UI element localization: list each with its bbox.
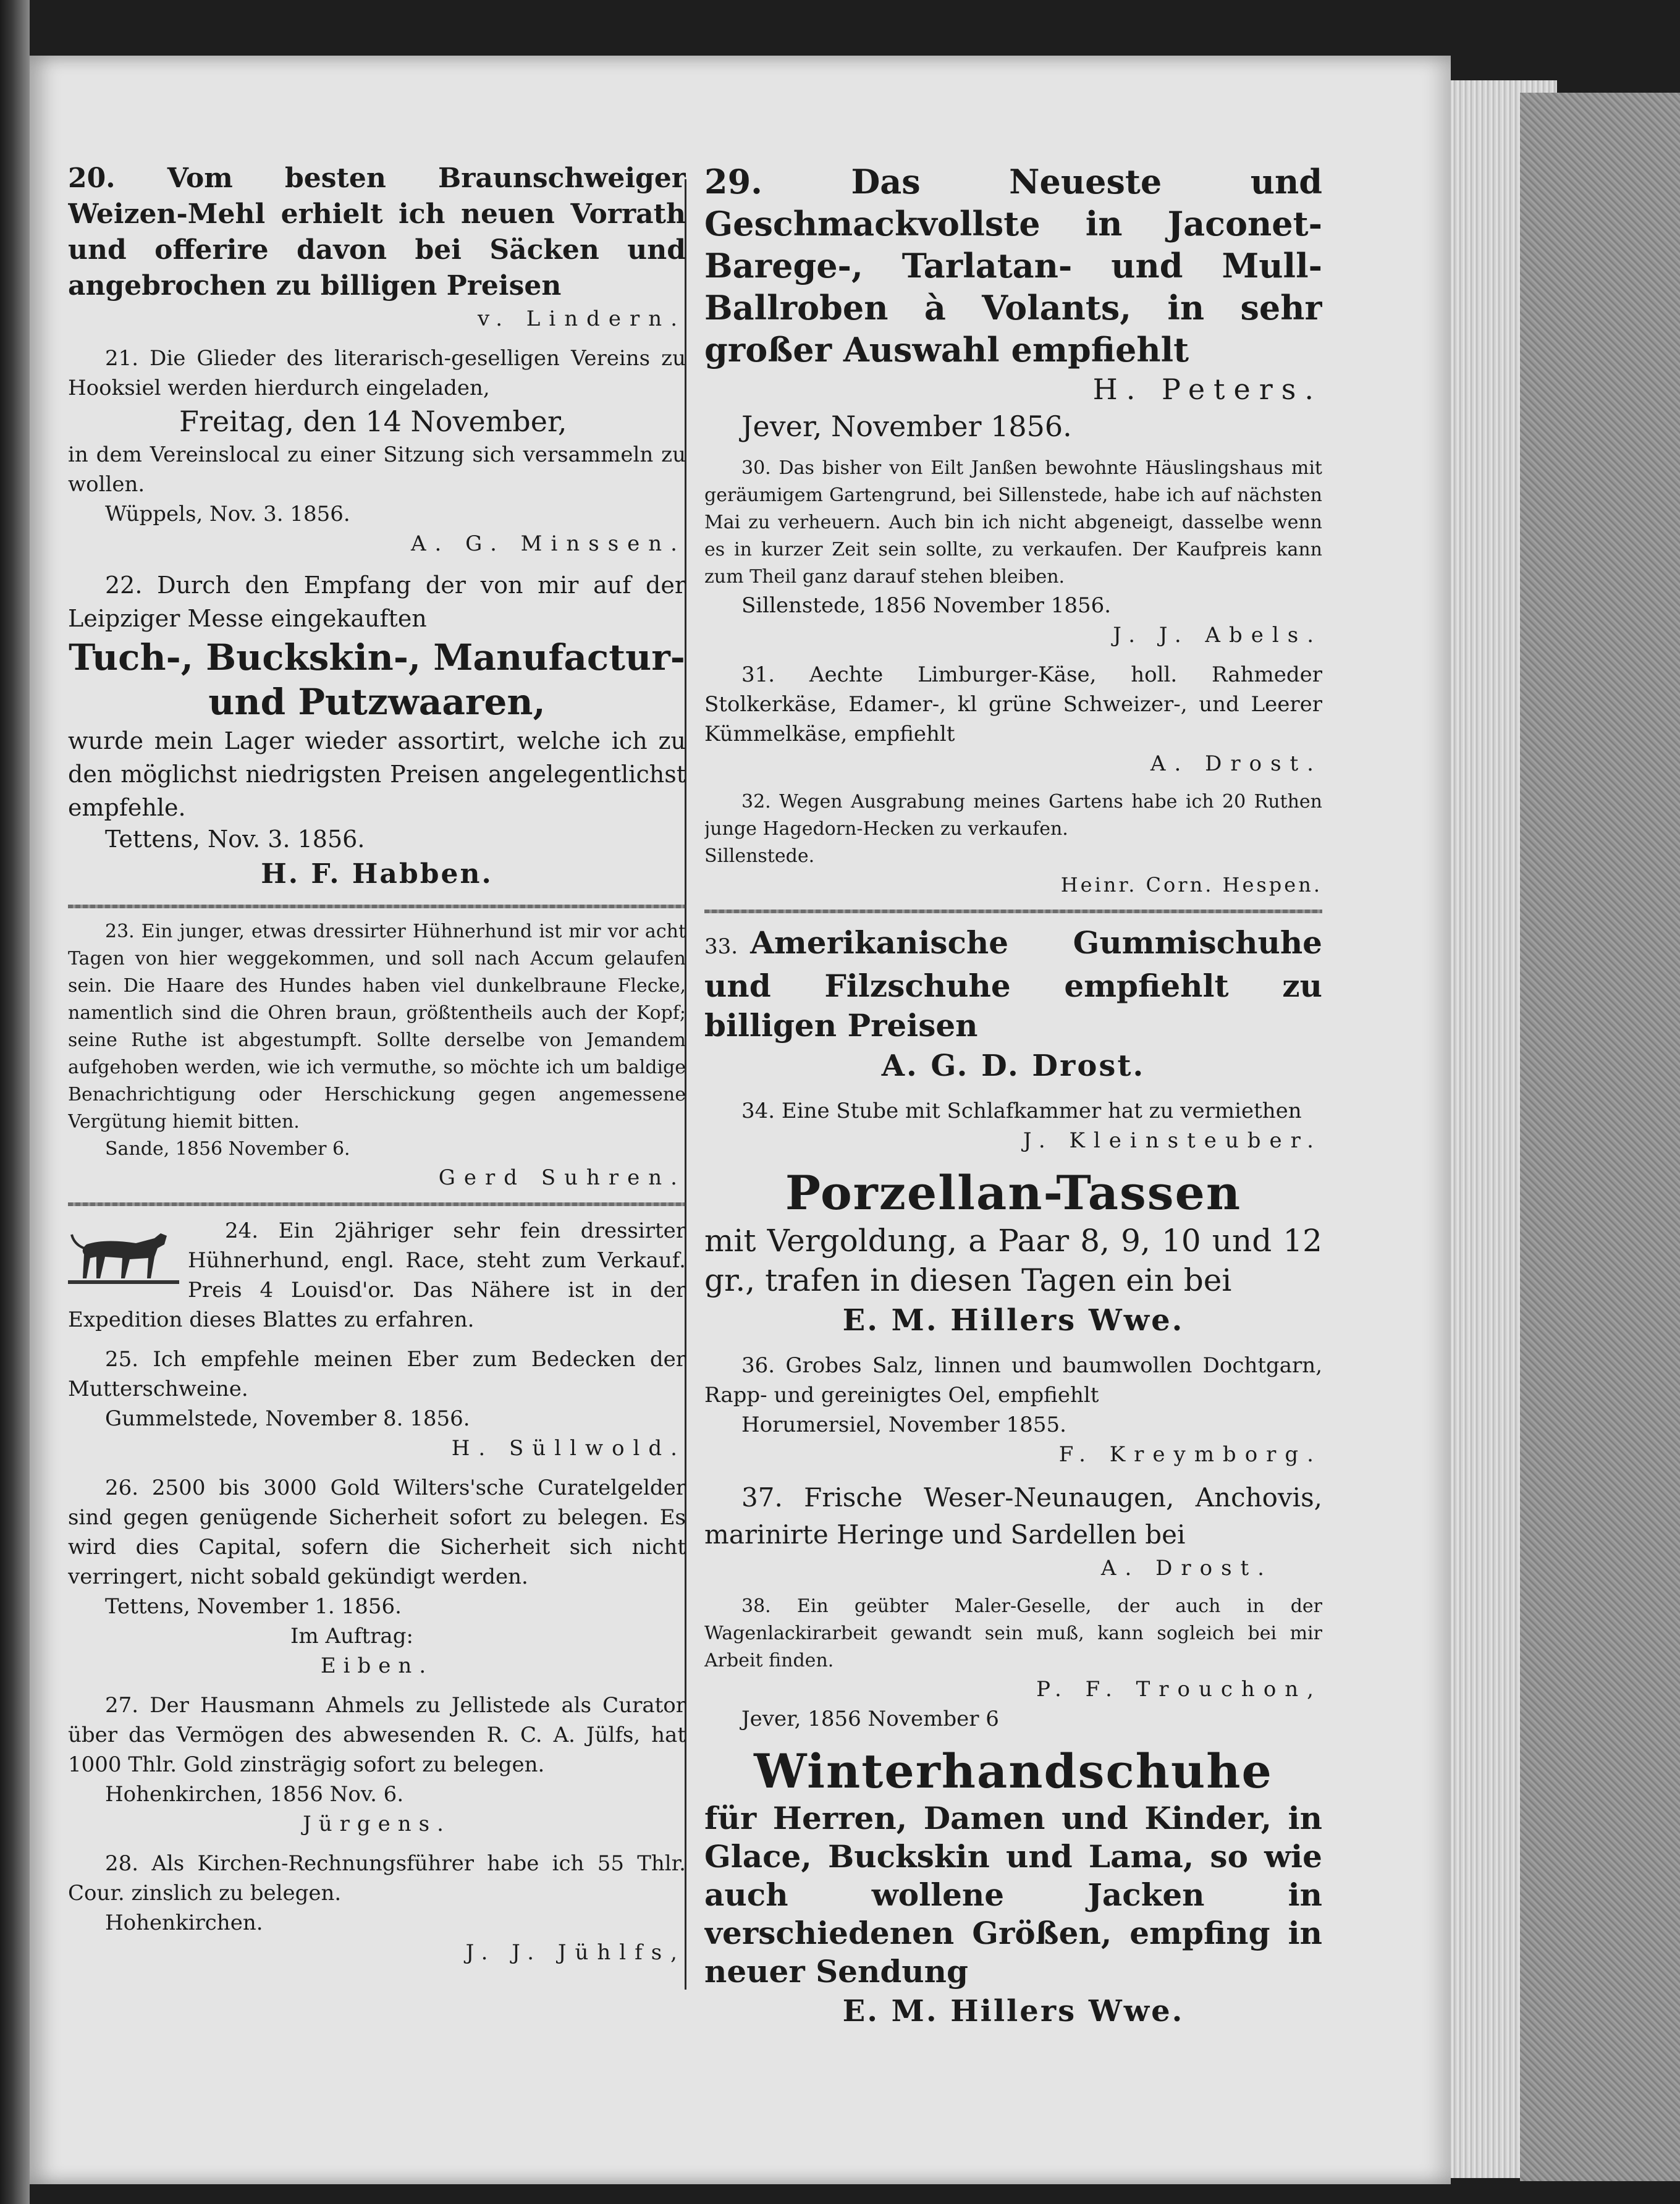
book-cover <box>1520 93 1680 2181</box>
advert-text: 21. Die Glieder des literarisch-geselligen Vereins zu Hooksiel werden hierdurch eingeladen, <box>68 346 686 400</box>
advert-signature: Heinr. Corn. Hespen. <box>1060 873 1322 897</box>
advert-29 <box>704 161 1322 445</box>
advert-place: Wüppels, Nov. 3. 1856. <box>105 502 350 526</box>
advert-34 <box>704 1096 1322 1155</box>
advert-39 <box>704 1744 1322 2032</box>
advert-signature: A. G. D. Drost. <box>881 1049 1146 1083</box>
advert-signature: E. M. Hillers Wwe. <box>842 1994 1184 2029</box>
advert-place: Im Auftrag: <box>290 1624 413 1649</box>
advert-27 <box>68 1691 686 1839</box>
advert-place: Gummelstede, November 8. 1856. <box>105 1406 470 1431</box>
advert-31 <box>704 660 1322 779</box>
advert-title: Porzellan-Tassen <box>785 1165 1242 1220</box>
advert-38 <box>704 1593 1322 1734</box>
advert-text: 24. Ein 2jähriger sehr fein dressirter Hühnerhund, engl. Race, steht zum Verkauf. Preis 4 Louisd'or. Das Nähere ist in der Expedition dieses Blattes zu erfahren. <box>68 1218 686 1332</box>
advert-place: Jever, 1856 November 6 <box>741 1707 999 1731</box>
advert-text: wurde mein Lager wieder assortirt, welche ich zu den möglichst niedrigsten Preisen angelegentlichst empfehle. <box>68 727 686 821</box>
advert-signature: H. Süllwold. <box>451 1436 686 1461</box>
dog-illustration-icon <box>68 1220 179 1288</box>
advert-signature: v. Lindern. <box>478 306 686 331</box>
advert-text: in dem Vereinslocal zu einer Sitzung sich versammeln zu wollen. <box>68 442 686 497</box>
separator-rule <box>704 910 1322 913</box>
advert-text: 27. Der Hausmann Ahmels zu Jellistede als Curator über das Vermögen des abwesenden R. C. A. Jülfs, hat 1000 Thlr. Gold zinsträgig sofort zu belegen. <box>68 1693 686 1777</box>
advert-text: 32. Wegen Ausgrabung meines Gartens habe ich 20 Ruthen junge Hagedorn-Hecken zu verkaufen. <box>704 791 1322 840</box>
advert-place: Hohenkirchen, 1856 Nov. 6. <box>105 1782 404 1807</box>
advert-place: Sillenstede. <box>704 845 815 867</box>
advert-24 <box>68 1216 686 1335</box>
advert-text: 31. Aechte Limburger-Käse, holl. Rahmeder Stolkerkäse, Edamer-, kl grüne Schweizer-, und Leerer Kümmelkäse, empfiehlt <box>704 662 1322 746</box>
advert-signature: E. M. Hillers Wwe. <box>842 1303 1184 1338</box>
advert-number: 33. <box>704 934 738 959</box>
advert-headline: Tuch-, Buckskin-, Manufactur- und Putzwaaren, <box>69 636 685 723</box>
advert-20 <box>68 161 686 334</box>
advert-signature: A. G. Minssen. <box>410 531 686 556</box>
advert-place: Hohenkirchen. <box>105 1911 263 1935</box>
advert-signature: A. Drost. <box>1150 751 1322 776</box>
advert-22 <box>68 568 686 895</box>
advert-text: für Herren, Damen und Kinder, in Glace, Buckskin und Lama, so wie auch wollene Jacken in verschiedenen Größen, empfing in neuer Sendung <box>704 1800 1322 1990</box>
advert-text: 23. Ein junger, etwas dressirter Hühnerhund ist mir vor acht Tagen von hier weggekommen, und soll nach Accum gelaufen sein. Die Haare des Hundes haben viel dunkelbraune Flecke, namentlich sind die Ohren braun, größtentheils auch der Kopf; seine Ruthe ist abgestumpft. Sollte derselbe von Jemandem aufgehoben werden, wie ich vermuthe, so möchte ich um baldige Benachrichtigung oder Herschickung gegen angemessene Vergütung hiemit bitten. <box>68 921 686 1133</box>
advert-37 <box>704 1479 1322 1583</box>
advert-33 <box>704 923 1322 1086</box>
advert-text: 34. Eine Stube mit Schlafkammer hat zu vermiethen <box>741 1099 1302 1123</box>
advert-signature: H. F. Habben. <box>261 858 493 890</box>
advert-signature: Gerd Suhren. <box>438 1165 686 1190</box>
advert-place: Horumersiel, November 1855. <box>741 1412 1066 1437</box>
advert-23 <box>68 918 686 1193</box>
advert-signature: J. J. Abels. <box>1113 623 1322 648</box>
left-column <box>68 161 686 2138</box>
advert-place: Jever, November 1856. <box>741 410 1072 443</box>
binding-edge <box>0 0 30 2204</box>
advert-25 <box>68 1345 686 1463</box>
advert-date-line: Freitag, den 14 November, <box>179 405 567 438</box>
advert-signature: H. Peters. <box>1092 373 1322 406</box>
advert-35 <box>704 1165 1322 1341</box>
advert-signature: A. Drost. <box>1100 1556 1273 1581</box>
advert-text: mit Vergoldung, a Paar 8, 9, 10 und 12 gr., trafen in diesen Tagen ein bei <box>704 1223 1322 1298</box>
advert-headline: Amerikanische Gummischuhe und Filzschuhe empfiehlt zu billigen Preisen <box>704 924 1322 1044</box>
separator-rule <box>68 905 686 908</box>
advert-signature: P. F. Trouchon, <box>1036 1677 1322 1702</box>
advert-signature: J. J. Jühlfs, <box>465 1940 686 1965</box>
advert-signature: J. Kleinsteuber. <box>1023 1128 1322 1153</box>
advert-21 <box>68 344 686 559</box>
advert-text: 26. 2500 bis 3000 Gold Wilters'sche Curatelgelder sind gegen genügende Sicherheit sofort zu belegen. Es wird dies Capital, sofern die Sicherheit sich nicht verringert, nicht sobald gekündigt werden. <box>68 1476 686 1589</box>
advert-text: 28. Als Kirchen-Rechnungsführer habe ich 55 Thlr. Cour. zinslich zu belegen. <box>68 1851 686 1906</box>
advert-text: 36. Grobes Salz, linnen und baumwollen Dochtgarn, Rapp- und gereinigtes Oel, empfiehlt <box>704 1353 1322 1408</box>
advert-28 <box>68 1849 686 1967</box>
advert-signature: Jürgens. <box>303 1812 451 1836</box>
advert-place: Tettens, Nov. 3. 1856. <box>105 825 365 853</box>
advert-signature: Eiben. <box>320 1653 434 1678</box>
right-column <box>704 161 1322 2138</box>
advert-title: Winterhandschuhe <box>754 1744 1273 1799</box>
advert-text: 37. Frische Weser-Neunaugen, Anchovis, marinirte Heringe und Sardellen bei <box>704 1482 1322 1550</box>
advert-26 <box>68 1473 686 1681</box>
advert-place: Sillenstede, 1856 November 1856. <box>741 593 1112 618</box>
separator-rule <box>68 1202 686 1206</box>
advert-signature: F. Kreymborg. <box>1058 1442 1322 1467</box>
advert-place: Tettens, November 1. 1856. <box>105 1594 402 1619</box>
advert-text: 20. Vom besten Braunschweiger Weizen-Mehl erhielt ich neuen Vorrath und offerire davon bei Säcken und angebrochen zu billigen Preisen <box>68 163 686 302</box>
advert-text: 30. Das bisher von Eilt Janßen bewohnte Häuslingshaus mit geräumigem Gartengrund, bei Sillenstede, habe ich auf nächsten Mai zu verheuern. Auch bin ich nicht abgeneigt, dasselbe wenn es in kurzer Zeit sein sollte, zu verkaufen. Der Kaufpreis kann zum Theil ganz darauf stehen bleiben. <box>704 457 1322 588</box>
advert-32 <box>704 788 1322 900</box>
advert-30 <box>704 455 1322 650</box>
advert-text: 22. Durch den Empfang der von mir auf der Leipziger Messe eingekauften <box>68 572 686 632</box>
advert-36 <box>704 1351 1322 1469</box>
advert-place: Sande, 1856 November 6. <box>105 1138 350 1160</box>
advert-text: 25. Ich empfehle meinen Eber zum Bedecken der Mutterschweine. <box>68 1347 686 1401</box>
advert-headline: 29. Das Neueste und Geschmackvollste in Jaconet- Barege-, Tarlatan- und Mull-Ballroben à Volants, in sehr großer Auswahl empfiehlt <box>704 162 1322 369</box>
advert-text: 38. Ein geübter Maler-Geselle, der auch in der Wagenlackirarbeit gewandt sein muß, kann sogleich bei mir Arbeit finden. <box>704 1595 1322 1671</box>
